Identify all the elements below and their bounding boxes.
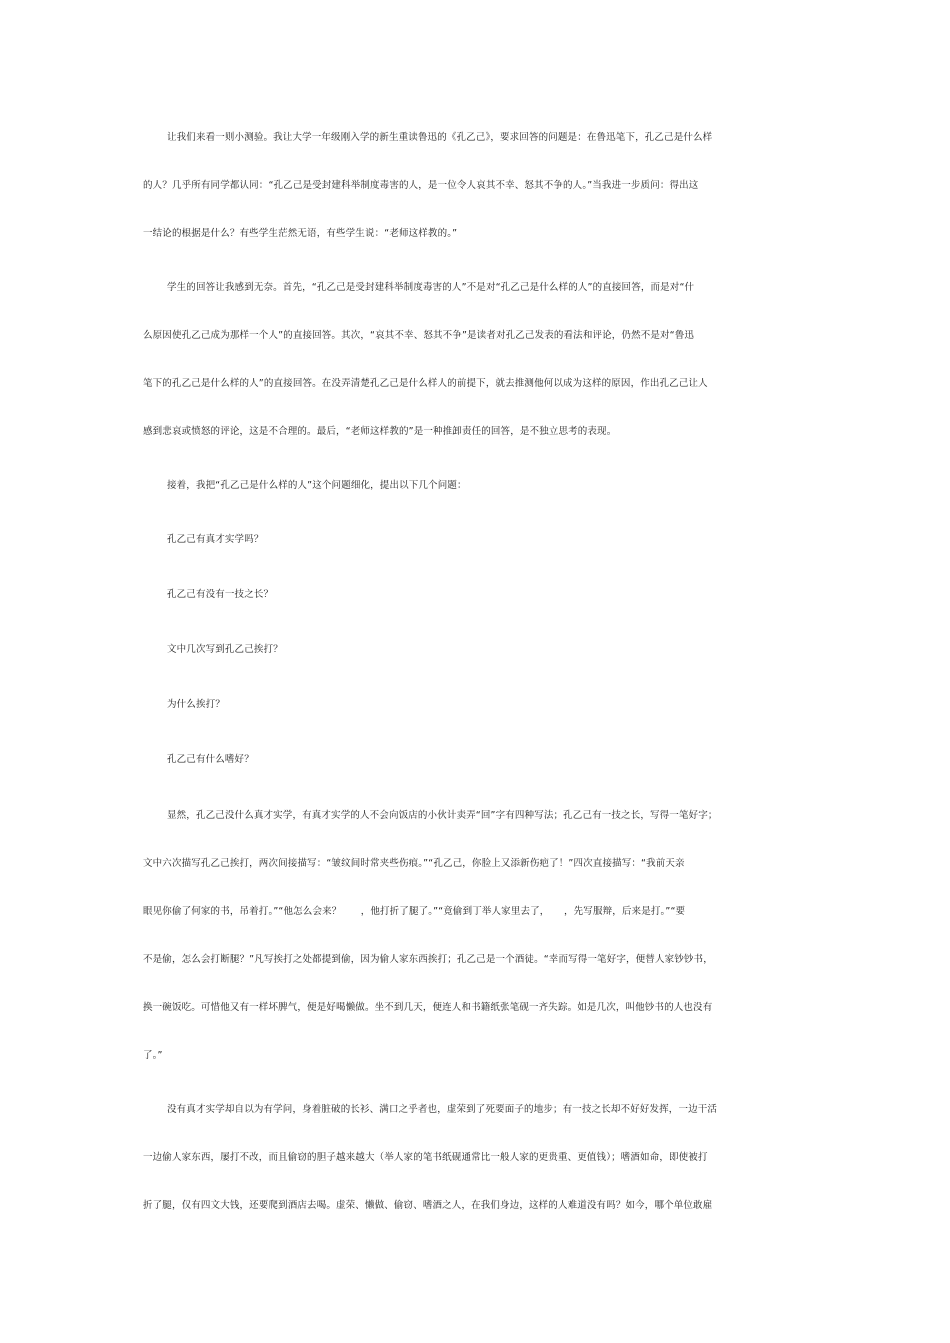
paragraph-line: 的人？几乎所有同学都认同：“孔乙己是受封建科举制度毒害的人，是一位令人哀其不幸、怒其不争的人。”当我进一步质问：得出这 [143, 180, 699, 191]
paragraph-line: 一边偷人家东西，屡打不改，而且偷窃的胆子越来越大（举人家的笔书纸砚通常比一般人家的更贵重、更值钱）；嗜酒如命，即使被打 [143, 1152, 708, 1163]
question-line: 为什么挨打？ [167, 699, 225, 710]
paragraph-line: 接着，我把“孔乙己是什么样的人”这个问题细化，提出以下几个问题： [167, 480, 467, 491]
paragraph-line: 眼见你偷了何家的书，吊着打。”“他怎么会来？ ，他打折了腿了。”“竟偷到丁举人家里去了， ，先写服辩，后来是打。”“要 [143, 906, 686, 917]
question-line: 文中几次写到孔乙己挨打？ [167, 644, 283, 655]
question-line: 孔乙己有没有一技之长？ [167, 589, 274, 600]
paragraph-line: 折了腿，仅有四文大钱，还要爬到酒店去喝。虚荣、懒做、偷窃、嗜酒之人，在我们身边，这样的人难道没有吗？如今，哪个单位敢雇 [143, 1200, 713, 1211]
question-line: 孔乙己有真才实学吗？ [167, 534, 264, 545]
paragraph-line: 学生的回答让我感到无奈。首先，“孔乙己是受封建科举制度毒害的人”不是对“孔乙己是什么样的人”的直接回答，而是对“什 [167, 282, 695, 293]
paragraph-line: 感到悲哀或愤怒的评论，这是不合理的。最后，“老师这样教的”是一种推卸责任的回答，是不独立思考的表现。 [143, 426, 617, 437]
paragraph-line: 一结论的根据是什么？有些学生茫然无语，有些学生说：“老师这样教的。” [143, 228, 458, 239]
paragraph-line: 了。” [143, 1050, 163, 1061]
paragraph-line: 换一碗饭吃。可惜他又有一样坏脾气，便是好喝懒做。坐不到几天，便连人和书籍纸张笔砚一齐失踪。如是几次，叫他钞书的人也没有 [143, 1002, 713, 1013]
question-line: 孔乙己有什么嗜好？ [167, 754, 254, 765]
paragraph-line: 让我们来看一则小测验。我让大学一年级刚入学的新生重读鲁迅的《孔乙己》，要求回答的问题是：在鲁迅笔下，孔乙己是什么样 [167, 132, 713, 143]
paragraph-line: 么原因使孔乙己成为那样一个人”的直接回答。其次，“哀其不幸、怒其不争”是读者对孔乙己发表的看法和评论，仍然不是对“鲁迅 [143, 330, 695, 341]
paragraph-line: 笔下的孔乙己是什么样的人”的直接回答。在没弄清楚孔乙己是什么样人的前提下，就去推测他何以成为这样的原因，作出孔乙己让人 [143, 378, 708, 389]
paragraph-line: 没有真才实学却自以为有学问，身着脏破的长衫、满口之乎者也，虚荣到了死要面子的地步；有一技之长却不好好发挥，一边干活 [167, 1104, 718, 1115]
paragraph-line: 不是偷，怎么会打断腿？”凡写挨打之处都提到偷，因为偷人家东西挨打；孔乙己是一个酒徒。“幸而写得一笔好字，便替人家钞钞书， [143, 954, 713, 965]
paragraph-line: 文中六次描写孔乙己挨打，两次间接描写：“皱纹间时常夹些伤痕。”“孔乙己，你脸上又添新伤疤了！”四次直接描写：“我前天亲 [143, 858, 685, 869]
paragraph-line: 显然，孔乙己没什么真才实学，有真才实学的人不会向饭店的小伙计卖弄“回”字有四种写法；孔乙己有一技之长，写得一笔好字； [167, 810, 718, 821]
